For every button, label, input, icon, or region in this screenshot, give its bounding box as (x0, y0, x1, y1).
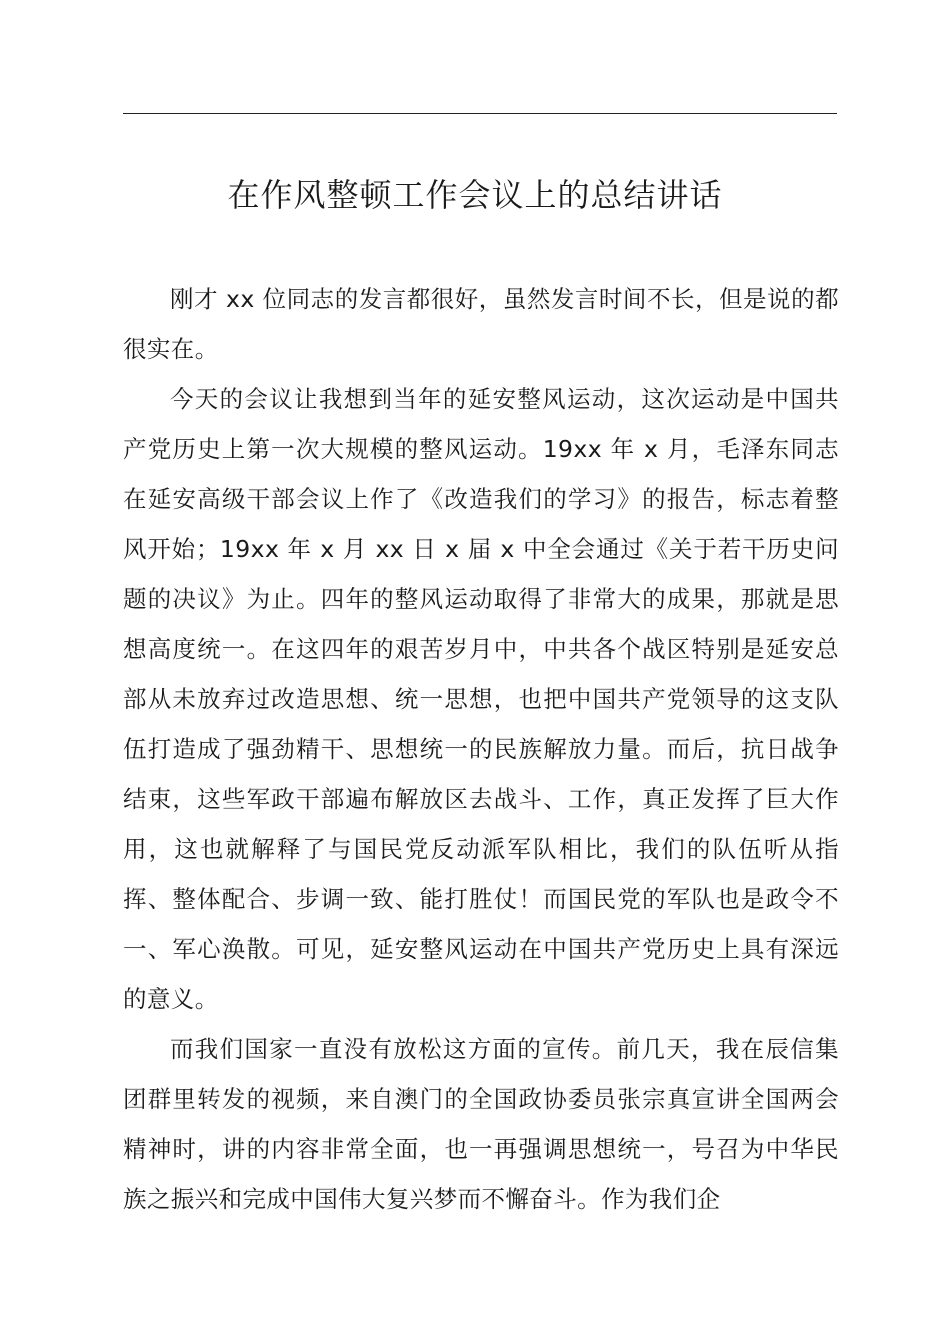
document-title: 在作风整顿工作会议上的总结讲话 (227, 176, 723, 214)
header-rule (123, 113, 837, 114)
paragraph-2: 今天的会议让我想到当年的延安整风运动，这次运动是中国共产党历史上第一次大规模的整风运动。19xx 年 x 月，毛泽东同志在延安高级干部会议上作了《改造我们的学习》的报告，标志着整风开始；19xx 年 x 月 xx 日 x 届 x 中全会通过《关于若干历史问题的决议》为止。四年的整风运动取得了非常大的成果，那就是思想高度统一。在这四年的艰苦岁月中，中共各个战区特别是延安总部从未放弃过改造思想、统一思想，也把中国共产党领导的这支队伍打造成了强劲精干、思想统一的民族解放力量。而后，抗日战争结束，这些军政干部遍布解放区去战斗、工作，真正发挥了巨大作用，这也就解释了与国民党反动派军队相比，我们的队伍听从指挥、整体配合、步调一致、能打胜仗！而国民党的军队也是政令不一、军心涣散。可见，延安整风运动在中国共产党历史上具有深远的意义。 (123, 385, 839, 1013)
document-body (123, 274, 839, 1224)
paragraph-1: 刚才 xx 位同志的发言都很好，虽然发言时间不长，但是说的都很实在。 (123, 285, 839, 363)
paragraph-3: 而我们国家一直没有放松这方面的宣传。前几天，我在辰信集团群里转发的视频，来自澳门的全国政协委员张宗真宣讲全国两会精神时，讲的内容非常全面，也一再强调思想统一，号召为中华民族之振兴和完成中国伟大复兴梦而不懈奋斗。作为我们企 (123, 1035, 839, 1213)
